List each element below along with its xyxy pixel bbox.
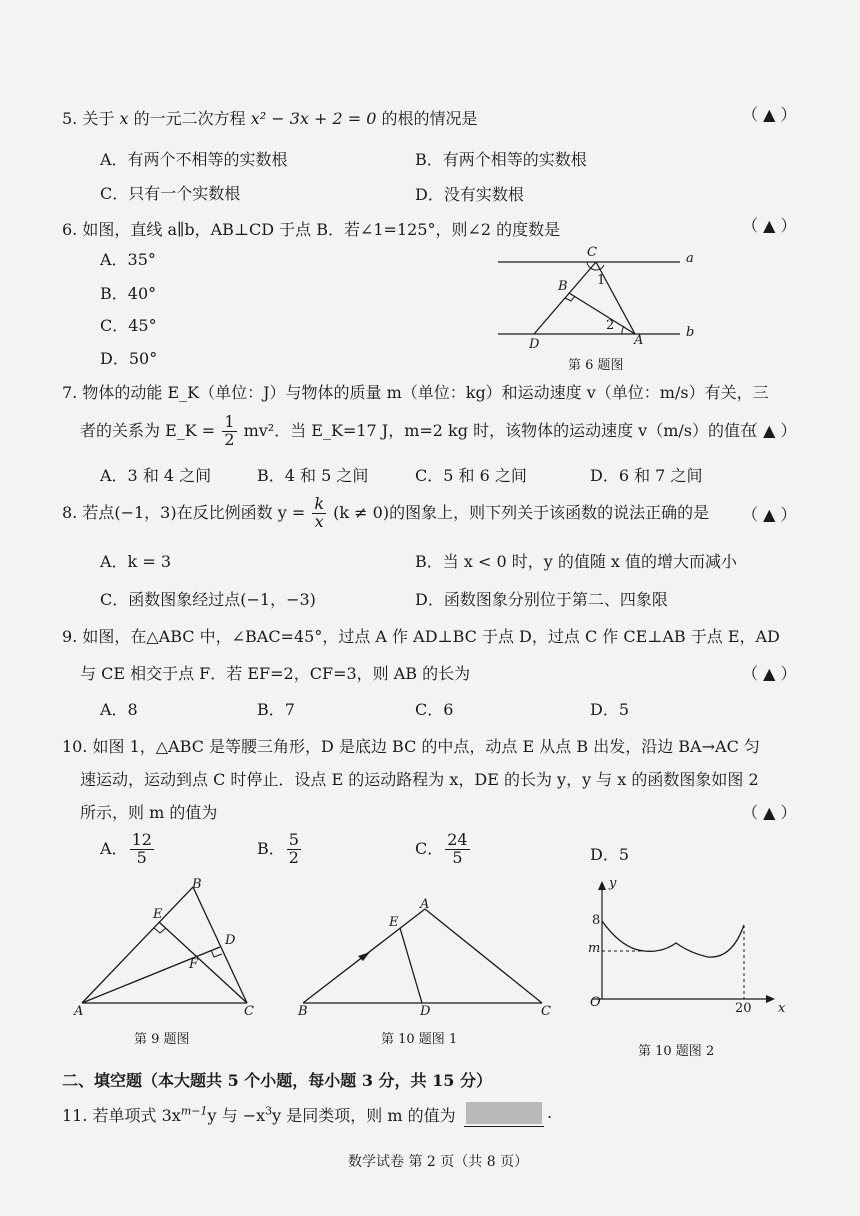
q10-fig1-label-b: B — [298, 1004, 308, 1019]
q6-option-c: C．45° — [100, 316, 157, 335]
q10-caption-2: 第 10 题图 2 — [638, 1044, 715, 1059]
q7-answer-mark: （ ▲ ） — [742, 421, 797, 440]
q5-stem: 5. 关于 x 的一元二次方程 x² − 3x + 2 = 0 的根的情况是 — [62, 109, 478, 128]
q8-answer-mark: （ ▲ ） — [742, 505, 797, 524]
q6-label-b-point: B — [558, 279, 568, 294]
q6-label-angle-2: 2 — [606, 318, 615, 333]
q9-label-b: B — [192, 877, 202, 892]
q9-option-d: D．5 — [590, 700, 630, 719]
q7-option-d: D．6 和 7 之间 — [590, 466, 703, 485]
q5-option-d: D．没有实数根 — [415, 185, 524, 204]
q9-label-d: D — [225, 933, 236, 948]
q9-label-e: E — [153, 907, 163, 922]
q6-stem: 6. 如图，直线 a∥b，AB⊥CD 于点 B．若∠1=125°，则∠2 的度数是 — [62, 220, 561, 239]
q10-answer-mark: （ ▲ ） — [742, 803, 797, 822]
q10-option-b: B． $\frac{5}{2}$ — [257, 830, 299, 867]
q10-figure-1 — [295, 895, 555, 1015]
q10-line3: 所示，则 m 的值为 — [80, 803, 218, 822]
q9-answer-mark: （ ▲ ） — [742, 664, 797, 683]
q9-figure — [70, 875, 270, 1020]
q9-label-a: A — [74, 1004, 84, 1019]
section-2-title: 二、填空题（本大题共 5 个小题，每小题 3 分，共 15 分） — [62, 1071, 492, 1090]
q10-option-c: C． $\frac{24}{5}$ — [415, 830, 468, 867]
q7-option-b: B．4 和 5 之间 — [257, 466, 369, 485]
q8-option-b: B．当 x < 0 时，y 的值随 x 值的增大而减小 — [415, 552, 738, 571]
q5-option-b: B．有两个相等的实数根 — [415, 150, 587, 169]
q10-fig2-label-o: O — [590, 995, 601, 1010]
q10-fig1-label-e: E — [389, 915, 399, 930]
q10-fig2-label-20: 20 — [735, 1001, 752, 1016]
q6-label-d: D — [529, 337, 540, 352]
q6-answer-mark: （ ▲ ） — [742, 216, 797, 235]
q6-label-c: C — [587, 245, 597, 260]
q6-option-b: B．40° — [100, 284, 157, 303]
q10-fig1-label-c: C — [541, 1004, 551, 1019]
q10-figure-2 — [570, 875, 790, 1020]
q9-label-c: C — [244, 1004, 254, 1019]
q6-label-a-point: A — [634, 333, 644, 348]
q10-line1: 10. 如图 1，△ABC 是等腰三角形，D 是底边 BC 的中点，动点 E 从点 B 出发，沿边 BA→AC 匀 — [62, 737, 760, 756]
q10-fig2-label-x: x — [778, 1001, 786, 1016]
q11-answer-blank[interactable] — [466, 1102, 542, 1124]
q10-option-d: D．5 — [590, 845, 630, 864]
q8-option-c: C．函数图象经过点(−1，−3) — [100, 590, 316, 609]
q10-option-a: A． $\frac{12}{5}$ — [100, 830, 152, 867]
q10-fig2-label-8: 8 — [592, 913, 601, 928]
q10-line2: 速运动，运动到点 C 时停止．设点 E 的运动路程为 x，DE 的长为 y，y 与 x 的函数图象如图 2 — [80, 770, 759, 789]
q6-option-a: A．35° — [100, 250, 156, 269]
q9-caption: 第 9 题图 — [134, 1032, 190, 1047]
q7-line1: 7. 物体的动能 E_K（单位：J）与物体的质量 m（单位：kg）和运动速度 v（单位：m/s）有关，三 — [62, 383, 769, 402]
q7-line2: 者的关系为 E_K = $\frac{1}{2}$ mv²．当 E_K=17 J，m=2 kg 时，该物体的运动速度 v（m/s）的值在 — [80, 412, 756, 449]
q10-fig1-label-a: A — [420, 897, 430, 912]
q8-stem: 8. 若点(−1，3)在反比例函数 y = $\frac{k}{x}$ (k ≠ 0)的图象上，则下列关于该函数的说法正确的是 — [62, 494, 710, 531]
q10-caption-1: 第 10 题图 1 — [381, 1032, 458, 1047]
q7-option-c: C．5 和 6 之间 — [415, 466, 527, 485]
q6-label-b-line: b — [686, 325, 695, 340]
q11-answer-underline — [464, 1126, 544, 1127]
q6-label-a-line: a — [686, 251, 694, 266]
q11-period: . — [547, 1103, 553, 1122]
q5-answer-mark: （ ▲ ） — [742, 105, 797, 124]
q10-fig1-label-d: D — [420, 1004, 431, 1019]
q6-figure — [490, 244, 700, 354]
q6-option-d: D．50° — [100, 349, 158, 368]
q8-option-d: D．函数图象分别位于第二、四象限 — [415, 590, 668, 609]
q9-option-c: C．6 — [415, 700, 454, 719]
q6-label-angle-1: 1 — [597, 273, 606, 288]
q11-stem: 11. 若单项式 $3x^{m-1}y$ 与 $-x^3y$ 是同类项，则 m 的值为 — [62, 1104, 456, 1125]
q6-caption: 第 6 题图 — [568, 358, 624, 373]
q5-option-c: C．只有一个实数根 — [100, 184, 241, 203]
q7-option-a: A．3 和 4 之间 — [100, 466, 212, 485]
q10-fig2-label-y: y — [609, 876, 617, 891]
q8-option-a: A．k = 3 — [100, 552, 172, 571]
q5-option-a: A．有两个不相等的实数根 — [100, 150, 288, 169]
q9-option-a: A．8 — [100, 700, 138, 719]
q9-label-f: F — [189, 957, 199, 972]
q10-fig2-label-m: m — [588, 941, 601, 956]
q9-line1: 9. 如图，在△ABC 中，∠BAC=45°，过点 A 作 AD⊥BC 于点 D，过点 C 作 CE⊥AB 于点 E，AD — [62, 627, 780, 646]
q9-option-b: B．7 — [257, 700, 295, 719]
q9-line2: 与 CE 相交于点 F．若 EF=2，CF=3，则 AB 的长为 — [80, 664, 471, 683]
page-footer: 数学试卷 第 2 页（共 8 页） — [348, 1154, 529, 1170]
